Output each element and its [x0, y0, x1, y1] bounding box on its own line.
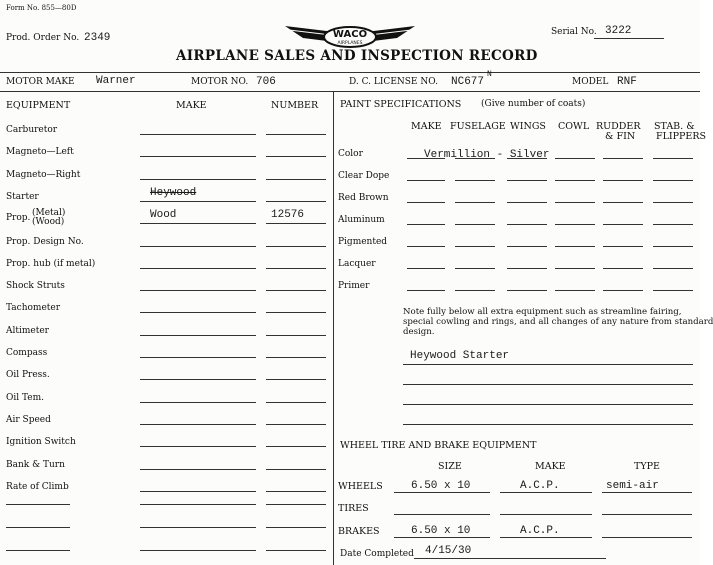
equipment-make-line	[140, 134, 256, 135]
paint-cell-line	[455, 268, 495, 269]
equipment-make-value: Wood	[150, 209, 177, 221]
wheels-size-value: 6.50 x 10	[411, 525, 471, 537]
motor-make-label: MOTOR MAKE	[6, 77, 75, 87]
license-value: NC677	[451, 76, 485, 88]
wheels-make-line	[500, 492, 592, 493]
equipment-row-label: Air Speed	[6, 415, 51, 425]
equipment-blank-line	[6, 527, 70, 528]
paint-cell-line	[507, 202, 547, 203]
serial-underline	[594, 38, 664, 39]
equipment-header: EQUIPMENT	[6, 100, 71, 111]
equipment-row-label: Bank & Turn	[6, 460, 65, 470]
paint-cell-line	[653, 268, 693, 269]
wheels-make-value: A.C.P.	[520, 480, 560, 492]
paint-subheader: (Give number of coats)	[481, 99, 586, 109]
equipment-number-line	[266, 379, 326, 380]
equipment-row-label: Magneto—Left	[6, 147, 74, 157]
paint-cell-line	[603, 158, 643, 159]
paint-cell-line	[653, 290, 693, 291]
paint-cell-line	[603, 224, 643, 225]
equipment-blank-line	[6, 550, 70, 551]
paint-cell-line	[455, 224, 495, 225]
paint-cell-line	[507, 224, 547, 225]
equipment-row-label: Magneto—Right	[6, 170, 81, 180]
paint-cell-line	[407, 180, 445, 181]
paint-column-header: COWL	[558, 121, 590, 132]
equipment-row-label: Altimeter	[6, 326, 49, 336]
equipment-number-line	[266, 156, 326, 157]
equipment-row-label-wood: (Wood)	[32, 217, 65, 227]
equipment-make-header: MAKE	[176, 100, 207, 111]
model-value: RNF	[617, 76, 637, 88]
paint-cell-line	[653, 158, 693, 159]
equipment-row-label-metal: (Metal)	[32, 208, 66, 218]
equipment-blank-make-line	[140, 504, 256, 505]
serial-label: Serial No.	[551, 27, 597, 37]
equipment-number-line	[266, 424, 326, 425]
paint-cell-line	[603, 180, 643, 181]
equipment-make-line	[140, 290, 256, 291]
equipment-make-line	[140, 469, 256, 470]
wheels-type-line	[602, 537, 692, 538]
paint-cell-line	[555, 180, 595, 181]
equipment-number-line	[266, 201, 326, 202]
equipment-blank-line	[6, 504, 70, 505]
serial-value: 3222	[605, 25, 632, 37]
paint-cell-line	[653, 246, 693, 247]
paint-cell-line	[455, 202, 495, 203]
paint-column-header: RUDDER	[596, 121, 641, 132]
equipment-make-line	[140, 402, 256, 403]
paint-column-header: STAB. &	[654, 121, 695, 132]
wheels-row-label: BRAKES	[338, 526, 380, 537]
equipment-row-label: Compass	[6, 348, 48, 358]
paint-column-header-line2: FLIPPERS	[656, 131, 707, 142]
paint-note-line: design.	[403, 327, 435, 337]
top-rule	[0, 72, 700, 73]
date-underline	[414, 558, 606, 559]
equipment-make-line	[140, 446, 256, 447]
paint-row-label: Aluminum	[338, 215, 385, 225]
paint-cell-line	[507, 268, 547, 269]
equipment-row-label: Shock Struts	[6, 281, 65, 291]
license-suffix: N	[487, 70, 492, 79]
paint-cell-line	[455, 290, 495, 291]
wheels-make-line	[500, 537, 592, 538]
equipment-number-value: 12576	[271, 209, 305, 221]
equipment-row-label: Oil Press.	[6, 370, 50, 380]
center-divider	[333, 91, 334, 565]
paint-cell-line	[555, 202, 595, 203]
equipment-row-label: Prop.	[6, 213, 31, 223]
extra-equipment-value: Heywood Starter	[410, 350, 510, 362]
equipment-number-line	[266, 491, 326, 492]
wheels-size-line	[394, 492, 490, 493]
equipment-make-line	[140, 312, 256, 313]
paint-row-label: Primer	[338, 281, 370, 291]
wheels-type-line	[602, 514, 692, 515]
paint-cell-line	[653, 180, 693, 181]
wheels-make-header: MAKE	[535, 461, 566, 472]
paint-cell-line	[507, 180, 547, 181]
motor-no-value: 706	[256, 76, 276, 88]
equipment-number-line	[266, 402, 326, 403]
model-label: MODEL	[572, 77, 609, 87]
equipment-number-line	[266, 179, 326, 180]
paint-cell-line	[555, 246, 595, 247]
paint-cell-line	[407, 268, 445, 269]
equipment-number-line	[266, 446, 326, 447]
paint-note-line: special cowling and rings, and all changes of any nature from standard	[403, 317, 713, 327]
paint-column-header: MAKE	[411, 121, 442, 132]
equipment-make-line	[140, 156, 256, 157]
wheels-type-value: semi-air	[606, 480, 659, 492]
equipment-row-label: Rate of Climb	[6, 482, 69, 492]
equipment-number-line	[266, 357, 326, 358]
wheels-size-line	[394, 537, 490, 538]
paint-cell-line	[407, 224, 445, 225]
paint-cell-line	[555, 290, 595, 291]
wheels-type-header: TYPE	[634, 461, 660, 472]
paint-row-label: Color	[338, 149, 363, 159]
prod-order-label: Prod. Order No.	[6, 33, 80, 43]
waco-wings-logo	[283, 18, 417, 52]
wheels-size-header: SIZE	[438, 461, 462, 472]
prod-order-value: 2349	[84, 32, 111, 44]
motor-rule	[0, 91, 700, 92]
extra-line-2	[403, 384, 693, 385]
wheels-make-line	[500, 514, 592, 515]
equipment-make-line	[140, 246, 256, 247]
equipment-blank-number-line	[266, 527, 326, 528]
paint-header: PAINT SPECIFICATIONS	[340, 99, 462, 110]
paint-cell-line	[407, 290, 445, 291]
equipment-make-value: Heywood	[150, 187, 197, 199]
equipment-row-label: Prop. Design No.	[6, 237, 84, 247]
equipment-number-line	[266, 335, 326, 336]
paint-row-label: Pigmented	[338, 237, 388, 247]
paint-note-line: Note fully below all extra equipment such as streamline fairing,	[403, 307, 682, 317]
wheels-row-label: TIRES	[338, 503, 369, 514]
paint-cell-line	[555, 224, 595, 225]
extra-line-1	[403, 364, 693, 365]
wheels-size-line	[394, 514, 490, 515]
equipment-number-line	[266, 223, 326, 224]
equipment-number-line	[266, 268, 326, 269]
extra-line-4	[403, 424, 693, 425]
wheels-header: WHEEL TIRE AND BRAKE EQUIPMENT	[340, 440, 537, 451]
paint-row-label: Lacquer	[338, 259, 376, 269]
equipment-number-header: NUMBER	[271, 100, 319, 111]
paint-cell-line	[407, 202, 445, 203]
paint-row-label: Clear Dope	[338, 171, 390, 181]
paint-cell-line	[603, 202, 643, 203]
paint-cell-line	[507, 246, 547, 247]
equipment-row-label: Prop. hub (if metal)	[6, 259, 96, 269]
date-completed-label: Date Completed	[340, 549, 414, 559]
page-title: AIRPLANE SALES AND INSPECTION RECORD	[176, 48, 538, 64]
paint-cell-line	[653, 202, 693, 203]
wheels-type-line	[602, 492, 692, 493]
paint-cell-line	[507, 290, 547, 291]
equipment-row-label: Ignition Switch	[6, 437, 76, 447]
equipment-make-line	[140, 335, 256, 336]
wheels-row-label: WHEELS	[338, 481, 383, 492]
equipment-make-line	[140, 424, 256, 425]
motor-no-label: MOTOR NO.	[191, 77, 249, 87]
equipment-row-label: Tachometer	[6, 303, 61, 313]
equipment-blank-make-line	[140, 550, 256, 551]
equipment-make-line	[140, 379, 256, 380]
logo-subword: AIRPLANES	[337, 41, 363, 46]
paint-column-header: WINGS	[510, 121, 546, 132]
paint-row-label: Red Brown	[338, 193, 389, 203]
equipment-blank-make-line	[140, 527, 256, 528]
paint-cell-line	[555, 158, 595, 159]
equipment-number-line	[266, 469, 326, 470]
equipment-make-line	[140, 268, 256, 269]
equipment-number-line	[266, 312, 326, 313]
wheels-make-value: A.C.P.	[520, 525, 560, 537]
wheels-size-value: 6.50 x 10	[411, 480, 471, 492]
extra-line-3	[403, 404, 693, 405]
equipment-make-line	[140, 491, 256, 492]
date-completed-value: 4/15/30	[425, 545, 472, 557]
equipment-row-label: Oil Tem.	[6, 393, 45, 403]
paint-cell-line	[555, 268, 595, 269]
equipment-number-line	[266, 246, 326, 247]
equipment-blank-number-line	[266, 504, 326, 505]
paint-color-value: Vermillion - Silver	[424, 149, 550, 161]
equipment-make-line	[140, 223, 256, 224]
paint-cell-line	[653, 224, 693, 225]
equipment-make-line	[140, 357, 256, 358]
equipment-number-line	[266, 134, 326, 135]
equipment-row-label: Carburetor	[6, 125, 58, 135]
equipment-row-label: Starter	[6, 192, 39, 202]
paint-cell-line	[407, 246, 445, 247]
form-number: Form No. 855—80D	[6, 4, 77, 12]
paint-column-header-line2: & FIN	[605, 131, 636, 142]
paint-cell-line	[603, 246, 643, 247]
paint-column-header: FUSELAGE	[450, 121, 506, 132]
equipment-make-line	[140, 201, 256, 202]
equipment-number-line	[266, 290, 326, 291]
equipment-blank-number-line	[266, 550, 326, 551]
equipment-make-line	[140, 179, 256, 180]
license-label: D. C. LICENSE NO.	[349, 77, 438, 87]
motor-make-value: Warner	[96, 75, 136, 87]
paint-cell-line	[455, 246, 495, 247]
paint-cell-line	[455, 180, 495, 181]
logo-word: WACO	[332, 29, 368, 40]
paint-cell-line	[603, 268, 643, 269]
paint-cell-line	[603, 290, 643, 291]
